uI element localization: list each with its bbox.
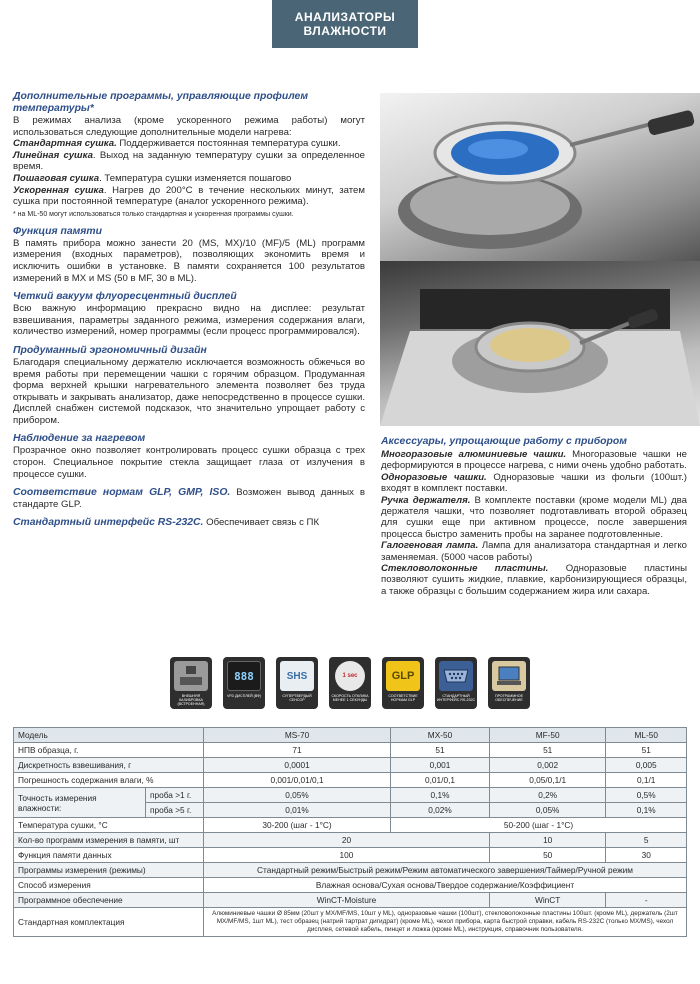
cell: 100 (204, 848, 490, 863)
programs-title: Дополнительные программы, управляющие профилем температуры* (13, 91, 309, 114)
table-row (14, 773, 687, 788)
header-cell: Модель (14, 728, 204, 743)
program-term: Линейная сушка (13, 149, 93, 161)
cell: 0,2% (489, 788, 605, 803)
display-digits: 888 (234, 669, 254, 683)
speed-glyph: 1 sec (342, 673, 358, 679)
display-icon (227, 661, 261, 691)
display-section (13, 291, 365, 338)
memory-title: Функция памяти (13, 225, 103, 237)
programs-intro: В режимах анализа (кроме ускоренного режима работы) могут использоваться следующие дополнительные модели нагрева: (13, 115, 365, 138)
design-text: Благодаря специальному держателю исключается возможность обжечься во время работы при перемещении чашки с горячим образцом. Продуманная форма верхней крышки нагревательного элемента позволяет без труда открывать и закрывать анализатор, даже непосредственно в процессе сушки. Дисплей снабжен системой подсказок, что значительно упрощает работу с прибором. (13, 356, 365, 426)
accessory-text: Лампа для анализатора стандартная и легко заменяемая. (5000 часов работы) (381, 540, 687, 563)
cell: - (606, 893, 687, 908)
cell: WinCT (489, 893, 605, 908)
feature-tile-speed (329, 657, 371, 709)
accessory-term: Одноразовые чашки. (381, 471, 487, 483)
glp-text: Возможен вывод данных в стандарте GLP. (13, 487, 365, 510)
cell: 51 (606, 743, 687, 758)
section-header (272, 0, 418, 48)
cell: 0,05% (204, 788, 391, 803)
observation-title: Наблюдение за нагревом (13, 433, 146, 445)
analyzer-open-illustration (380, 261, 700, 426)
observation-text: Прозрачное окно позволяет контролировать процесс сушки образца с трех сторон. Специальное покрытие стекла защищает глаза от излучения в процессе сушки. (13, 445, 365, 480)
row-sublabel: проба >1 г. (146, 788, 204, 803)
program-item (13, 150, 365, 173)
row-label: Функция памяти данных (14, 848, 204, 863)
row-label: Температура сушки, °С (14, 818, 204, 833)
table-row (14, 788, 687, 803)
accessory-text: В комплекте поставки (кроме модели ML) два держателя чашки, что позволяет подготавливать второй образец для сушки еще при активном процессе, после завершения процесса быстро заменить пробы на заранее подготовленные. (381, 494, 687, 540)
accessory-text: Одноразовые пластины позволяют сушить жидкие, плавкие, карбонизирующиеся образцы, а также образцы с большим содержанием жира или сахара. (381, 563, 687, 597)
cell: 5 (606, 833, 687, 848)
cell: 51 (391, 743, 490, 758)
memory-text: В память прибора можно занести 20 (MS, MX)/10 (MF)/5 (ML) программ измерения (входных параметров), позволяющих экономить время и исключить ошибки в установке. В памяти сохраняется 100 результатов измерений в MX и MS (50 в MF, 30 в ML). (13, 237, 365, 284)
row-label: Дискретность взвешивания, г (14, 758, 204, 773)
accessory-item (381, 495, 687, 541)
cell: 0,1/1 (606, 773, 687, 788)
program-text: . Выход на заданную температуру сушки за определенное время. (13, 149, 365, 173)
glp-icon (386, 661, 420, 691)
glp-title: Соответствие нормам GLP, GMP, ISO. (13, 487, 231, 499)
cell: 0,1% (606, 803, 687, 818)
program-text: Поддерживается постоянная температура сушки. (116, 138, 341, 150)
program-item (13, 185, 365, 208)
table-row (14, 833, 687, 848)
cell: 30-200 (шаг - 1°С) (204, 818, 391, 833)
row-sublabel: проба >5 г. (146, 803, 204, 818)
table-row (14, 743, 687, 758)
icon-caption: СТАНДАРТНЫЙ ИНТЕРФЕЙС RS-232C (436, 694, 476, 703)
program-text: . Температура сушки изменяется пошагово (99, 172, 292, 184)
accessory-item (381, 449, 687, 472)
program-text: . Нагрев до 200°С в течение нескольких минут, затем сушка при постоянной температуре (аналог ускоренного режима). (13, 184, 365, 208)
icon-caption: СКОРОСТЬ ОТКЛИКА МЕНЕЕ 1 СЕКУНДЫ (331, 694, 369, 703)
left-column (13, 91, 365, 536)
shs-glyph: SHS (286, 670, 308, 682)
program-term: Пошаговая сушка (13, 172, 100, 184)
cell: 0,001/0,01/0,1 (204, 773, 391, 788)
table-row (14, 848, 687, 863)
analyzer-cup-illustration (380, 93, 700, 261)
cell: 0,05/0,1/1 (489, 773, 605, 788)
feature-icons-row (170, 657, 530, 711)
feature-tile-glp (382, 657, 424, 709)
rs232-text: Обеспечивает связь с ПК (203, 517, 320, 529)
accessory-term: Ручка держателя. (381, 494, 471, 506)
accessory-text: Одноразовые чашки из фольги (100шт.) входят в комплект поставки. (381, 471, 687, 495)
accessories-title: Аксессуары, упрощающие работу с прибором (381, 436, 627, 447)
icon-caption: ВНЕШНЯЯ КАЛИБРОВКА (ВСТРОЕННАЯ) (177, 694, 205, 707)
glp-section (13, 487, 365, 510)
cell: 0,1% (391, 788, 490, 803)
header-cell: MS-70 (204, 728, 391, 743)
program-term: Стандартная сушка. (13, 138, 117, 150)
cell: 10 (489, 833, 605, 848)
programs-section (13, 91, 365, 219)
glp-glyph: GLP (391, 670, 415, 682)
cell: 50-200 (шаг - 1°С) (391, 818, 687, 833)
cell: 0,05% (489, 803, 605, 818)
accessory-term: Галогеновая лампа. (381, 540, 479, 552)
cell: 50 (489, 848, 605, 863)
cell: Стандартный режим/Быстрый режим/Режим автоматического завершения/Таймер/Ручной режим (204, 863, 687, 878)
cell: 0,01/0,1 (391, 773, 490, 788)
cell: 0,5% (606, 788, 687, 803)
rs232-section (13, 517, 365, 529)
header-cell: MF-50 (489, 728, 605, 743)
cell: WinCT-Moisture (204, 893, 490, 908)
cell: 0,02% (391, 803, 490, 818)
table-row (14, 893, 687, 908)
table-row (14, 818, 687, 833)
programs-note: * на ML-50 могут использоваться только стандартная и ускоренная программы сушки. (13, 210, 294, 218)
header-cell: MX-50 (391, 728, 490, 743)
display-text: Всю важную информацию прекрасно видно на дисплее: результат взвешивания, параметры заданного режима, измерения содержания влаги, количество измерений, номер программы (если процесс программировался). (13, 303, 365, 338)
program-item (13, 173, 365, 185)
design-section (13, 345, 365, 427)
row-label: Кол-во программ измерения в памяти, шт (14, 833, 204, 848)
display-title: Четкий вакуум флуоресцентный дисплей (13, 291, 237, 303)
row-label: Способ измерения (14, 878, 204, 893)
cell: Влажная основа/Сухая основа/Твердое содержание/Коэффициент (204, 878, 687, 893)
feature-tile-rs232 (435, 657, 477, 709)
accessory-text: Многоразовые чашки не деформируются в процессе нагрева, с ними очень удобно работать. (381, 449, 688, 472)
program-item (13, 138, 365, 150)
design-title: Продуманный эргономичный дизайн (13, 344, 207, 356)
accessory-term: Стекловолоконные пластины. (381, 563, 549, 575)
row-label: Погрешность содержания влаги, % (14, 773, 204, 788)
row-label: НПВ образца, г. (14, 743, 204, 758)
cell: Алюминиевые чашки Ø 85мм (20шт у MX/MF/MS, 10шт у ML), одноразовые чашки (100шт), стекловолоконные пластины 100шт. (кроме ML), держатель (2шт MX/MF/MS, 1шт ML), тест образец (натрий тартрат дигидрат) (кроме ML), чехол прибора, карта быстрой справки, кабель RS-232C (только MX/MS), чехол дисплея, сетевой кабель, пинцет и ложка (кроме ML), инструкция, справочник пользователя. (204, 908, 687, 937)
table-row (14, 863, 687, 878)
accessory-item (381, 563, 687, 597)
cell: 30 (606, 848, 687, 863)
cell: 0,001 (391, 758, 490, 773)
header-cell: ML-50 (606, 728, 687, 743)
accessory-term: Многоразовые алюминиевые чашки. (381, 449, 567, 460)
feature-tile-display (223, 657, 265, 709)
feature-tile-calibration (170, 657, 212, 709)
table-row (14, 758, 687, 773)
feature-tile-software (488, 657, 530, 709)
cell: 51 (489, 743, 605, 758)
row-label: Программы измерения (режимы) (14, 863, 204, 878)
speed-icon (335, 661, 365, 691)
rs232-title: Стандартный интерфейс RS-232C. (13, 517, 204, 529)
accessory-item (381, 540, 687, 563)
header-line-2: ВЛАЖНОСТИ (303, 24, 387, 38)
scale-icon (174, 661, 208, 691)
row-label: Стандартная комплектация (14, 908, 204, 937)
cell: 0,0001 (204, 758, 391, 773)
icon-caption: СУПЕРТВЕРДЫЙ СЕНСОР (282, 694, 312, 703)
software-icon (492, 661, 526, 691)
observation-section (13, 433, 365, 480)
memory-section (13, 226, 365, 284)
row-label: Точность измерения влажности: (14, 788, 146, 818)
cell: 20 (204, 833, 490, 848)
photo-analyzer-open (380, 261, 700, 426)
icon-caption: СООТВЕТСТВИЕ НОРМАМ GLP (388, 694, 418, 703)
table-header-row (14, 728, 687, 743)
specs-table (13, 727, 687, 937)
cell: 71 (204, 743, 391, 758)
accessory-item (381, 472, 687, 495)
cell: 0,005 (606, 758, 687, 773)
shs-icon (280, 661, 314, 691)
feature-tile-shs (276, 657, 318, 709)
row-label: Программное обеспечение (14, 893, 204, 908)
header-line-1: АНАЛИЗАТОРЫ (294, 10, 396, 24)
cell: 0,01% (204, 803, 391, 818)
rs232-icon (439, 661, 473, 691)
icon-caption: VFD ДИСПЛЕЙ (ВФ) (226, 694, 262, 698)
icon-caption: ПРОГРАММНОЕ ОБЕСПЕЧЕНИЕ (495, 694, 523, 703)
program-term: Ускоренная сушка (13, 184, 104, 196)
photo-cup-holder (380, 93, 700, 261)
table-row (14, 908, 687, 937)
table-row (14, 878, 687, 893)
accessories-section (381, 436, 687, 597)
cell: 0,002 (489, 758, 605, 773)
